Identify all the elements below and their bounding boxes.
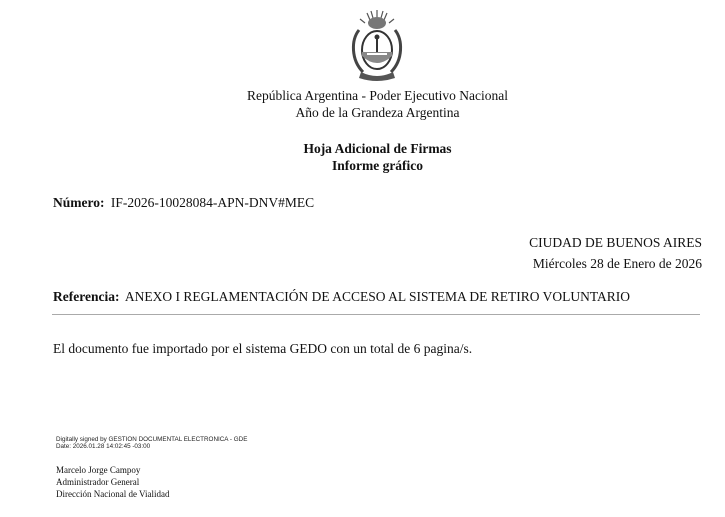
coat-of-arms-icon xyxy=(349,8,405,84)
signer-organization: Dirección Nacional de Vialidad xyxy=(56,489,170,499)
referencia-label: Referencia: xyxy=(53,289,120,304)
location-city: CIUDAD DE BUENOS AIRES xyxy=(529,235,702,250)
referencia-value: ANEXO I REGLAMENTACIÓN DE ACCESO AL SISTEMA DE RETIRO VOLUNTARIO xyxy=(124,289,631,304)
digital-signature-line-1: Digitally signed by GESTION DOCUMENTAL ELECTRONICA - GDE xyxy=(56,436,248,443)
numero-label: Número: xyxy=(53,195,105,210)
numero-row xyxy=(53,195,314,211)
location-date: Miércoles 28 de Enero de 2026 xyxy=(532,256,702,271)
title-line-1: Hoja Adicional de Firmas xyxy=(303,141,452,156)
signer-role: Administrador General xyxy=(56,477,140,487)
referencia-row xyxy=(53,289,630,305)
body-text: El documento fue importado por el sistema GEDO con un total de 6 pagina/s. xyxy=(53,341,473,356)
header-line-2: Año de la Grandeza Argentina xyxy=(295,105,460,120)
title-line-2: Informe gráfico xyxy=(331,158,424,173)
divider xyxy=(52,314,700,315)
signer-name: Marcelo Jorge Campoy xyxy=(56,465,141,475)
digital-signature-line-2: Date: 2026.01.28 14:02:45 -03:00 xyxy=(56,443,151,450)
header-line-1: República Argentina - Poder Ejecutivo Nacional xyxy=(246,88,509,103)
numero-value: IF-2026-10028084-APN-DNV#MEC xyxy=(110,195,315,210)
